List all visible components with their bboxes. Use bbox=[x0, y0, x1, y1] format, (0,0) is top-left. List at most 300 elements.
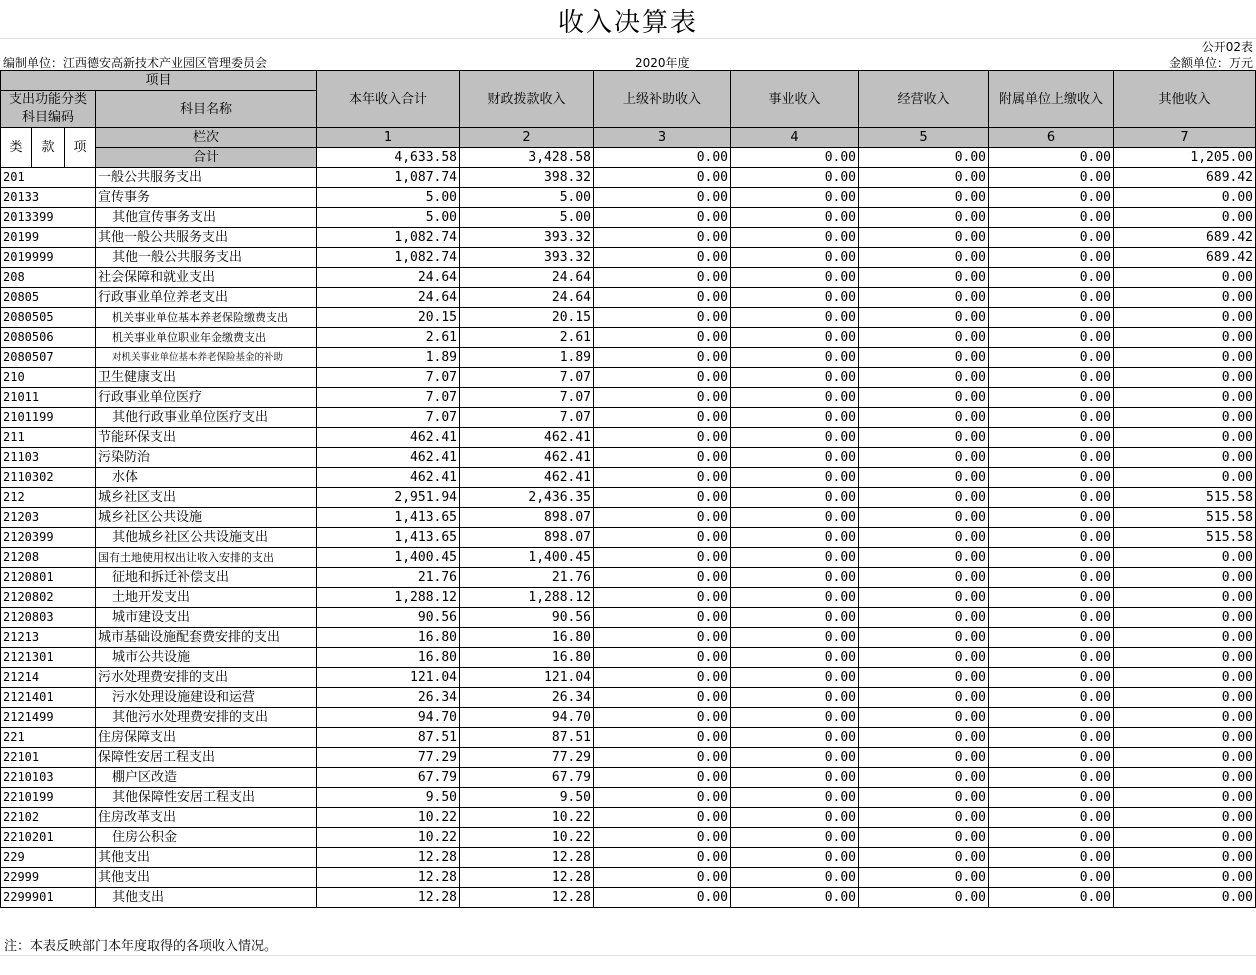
function-code: 2299901 bbox=[1, 888, 96, 908]
amount-cell: 0.00 bbox=[594, 828, 731, 848]
amount-cell: 0.00 bbox=[859, 308, 989, 328]
amount-cell: 0.00 bbox=[859, 528, 989, 548]
amount-cell: 1,087.74 bbox=[317, 168, 460, 188]
amount-cell: 0.00 bbox=[989, 308, 1114, 328]
amount-cell: 0.00 bbox=[594, 888, 731, 908]
amount-cell: 0.00 bbox=[594, 588, 731, 608]
amount-cell: 0.00 bbox=[594, 408, 731, 428]
header-func-code: 支出功能分类科目编码 bbox=[1, 91, 96, 128]
amount-cell: 1,400.45 bbox=[317, 548, 460, 568]
amount-cell: 24.64 bbox=[317, 268, 460, 288]
amount-cell: 462.41 bbox=[460, 468, 594, 488]
amount-cell: 5.00 bbox=[460, 208, 594, 228]
subject-name: 城乡社区公共设施 bbox=[96, 508, 317, 528]
subject-name: 其他污水处理费安排的支出 bbox=[96, 708, 317, 728]
function-code: 210 bbox=[1, 368, 96, 388]
amount-cell: 0.00 bbox=[731, 548, 859, 568]
col-number: 5 bbox=[859, 128, 989, 148]
subject-name: 宣传事务 bbox=[96, 188, 317, 208]
amount-cell: 0.00 bbox=[859, 788, 989, 808]
amount-cell: 0.00 bbox=[594, 288, 731, 308]
amount-cell: 12.28 bbox=[317, 868, 460, 888]
amount-cell: 0.00 bbox=[1114, 408, 1256, 428]
function-code: 2120802 bbox=[1, 588, 96, 608]
amount-cell: 515.58 bbox=[1114, 528, 1256, 548]
amount-cell: 0.00 bbox=[859, 568, 989, 588]
amount-cell: 0.00 bbox=[1114, 648, 1256, 668]
amount-cell: 0.00 bbox=[594, 488, 731, 508]
amount-cell: 0.00 bbox=[731, 528, 859, 548]
amount-cell: 0.00 bbox=[989, 228, 1114, 248]
amount-cell: 689.42 bbox=[1114, 248, 1256, 268]
fiscal-year: 2020年度 bbox=[635, 56, 690, 70]
table-row bbox=[1, 708, 1256, 728]
amount-cell: 515.58 bbox=[1114, 488, 1256, 508]
amount-cell: 0.00 bbox=[1114, 828, 1256, 848]
function-code: 2210103 bbox=[1, 768, 96, 788]
subject-name: 污水处理设施建设和运营 bbox=[96, 688, 317, 708]
amount-cell: 1,288.12 bbox=[460, 588, 594, 608]
amount-cell: 94.70 bbox=[317, 708, 460, 728]
amount-cell: 0.00 bbox=[1114, 308, 1256, 328]
subject-name: 城市公共设施 bbox=[96, 648, 317, 668]
amount-cell: 0.00 bbox=[731, 608, 859, 628]
amount-cell: 689.42 bbox=[1114, 228, 1256, 248]
amount-cell: 0.00 bbox=[731, 788, 859, 808]
amount-cell: 0.00 bbox=[731, 588, 859, 608]
header-xiang: 项 bbox=[65, 128, 96, 168]
table-row bbox=[1, 788, 1256, 808]
function-code: 21214 bbox=[1, 668, 96, 688]
amount-cell: 12.28 bbox=[460, 868, 594, 888]
amount-cell: 0.00 bbox=[1114, 388, 1256, 408]
amount-cell: 0.00 bbox=[859, 648, 989, 668]
amount-cell: 0.00 bbox=[1114, 268, 1256, 288]
amount-cell: 0.00 bbox=[731, 508, 859, 528]
amount-cell: 0.00 bbox=[594, 268, 731, 288]
amount-cell: 0.00 bbox=[859, 548, 989, 568]
amount-cell: 462.41 bbox=[460, 448, 594, 468]
amount-cell: 0.00 bbox=[859, 748, 989, 768]
table-row bbox=[1, 868, 1256, 888]
form-number: 公开02表 bbox=[1201, 40, 1253, 54]
amount-cell: 0.00 bbox=[731, 448, 859, 468]
function-code: 2080507 bbox=[1, 348, 96, 368]
amount-cell: 7.07 bbox=[317, 368, 460, 388]
amount-cell: 0.00 bbox=[731, 688, 859, 708]
subject-name: 国有土地使用权出让收入安排的支出 bbox=[96, 548, 317, 568]
amount-cell: 0.00 bbox=[1114, 588, 1256, 608]
amount-cell: 0.00 bbox=[859, 808, 989, 828]
amount-cell: 0.00 bbox=[989, 768, 1114, 788]
amount-cell: 0.00 bbox=[859, 728, 989, 748]
table-row bbox=[1, 748, 1256, 768]
header-lei: 类 bbox=[1, 128, 32, 168]
amount-cell: 0.00 bbox=[859, 208, 989, 228]
function-code: 2210199 bbox=[1, 788, 96, 808]
amount-cell: 5.00 bbox=[317, 188, 460, 208]
amount-cell: 0.00 bbox=[731, 748, 859, 768]
amount-cell: 0.00 bbox=[594, 728, 731, 748]
table-row bbox=[1, 728, 1256, 748]
amount-cell: 5.00 bbox=[317, 208, 460, 228]
amount-cell: 0.00 bbox=[594, 368, 731, 388]
col-number: 4 bbox=[731, 128, 859, 148]
subject-name: 住房公积金 bbox=[96, 828, 317, 848]
function-code: 22999 bbox=[1, 868, 96, 888]
amount-cell: 0.00 bbox=[731, 328, 859, 348]
function-code: 20133 bbox=[1, 188, 96, 208]
amount-cell: 0.00 bbox=[989, 208, 1114, 228]
amount-cell: 0.00 bbox=[859, 708, 989, 728]
subject-name: 住房保障支出 bbox=[96, 728, 317, 748]
amount-cell: 0.00 bbox=[731, 708, 859, 728]
amount-cell: 0.00 bbox=[989, 168, 1114, 188]
amount-cell: 0.00 bbox=[731, 568, 859, 588]
header-col-6: 附属单位上缴收入 bbox=[989, 71, 1114, 128]
amount-cell: 0.00 bbox=[989, 528, 1114, 548]
function-code: 21208 bbox=[1, 548, 96, 568]
amount-cell: 20.15 bbox=[317, 308, 460, 328]
amount-cell: 898.07 bbox=[460, 508, 594, 528]
amount-cell: 7.07 bbox=[317, 388, 460, 408]
amount-cell: 0.00 bbox=[594, 628, 731, 648]
function-code: 212 bbox=[1, 488, 96, 508]
amount-cell: 0.00 bbox=[989, 328, 1114, 348]
amount-cell: 0.00 bbox=[859, 868, 989, 888]
amount-cell: 0.00 bbox=[594, 388, 731, 408]
table-row bbox=[1, 508, 1256, 528]
amount-cell: 12.28 bbox=[460, 888, 594, 908]
amount-cell: 0.00 bbox=[989, 348, 1114, 368]
amount-cell: 0.00 bbox=[594, 648, 731, 668]
amount-cell: 0.00 bbox=[594, 308, 731, 328]
amount-cell: 0.00 bbox=[859, 628, 989, 648]
amount-cell: 0.00 bbox=[731, 468, 859, 488]
amount-cell: 0.00 bbox=[731, 288, 859, 308]
function-code: 2101199 bbox=[1, 408, 96, 428]
amount-cell: 5.00 bbox=[460, 188, 594, 208]
amount-cell: 0.00 bbox=[989, 188, 1114, 208]
table-row bbox=[1, 428, 1256, 448]
amount-cell: 1,082.74 bbox=[317, 228, 460, 248]
amount-cell: 16.80 bbox=[460, 648, 594, 668]
total-label: 合计 bbox=[96, 148, 317, 168]
amount-cell: 0.00 bbox=[1114, 628, 1256, 648]
amount-cell: 689.42 bbox=[1114, 168, 1256, 188]
amount-cell: 0.00 bbox=[989, 808, 1114, 828]
function-code: 22102 bbox=[1, 808, 96, 828]
amount-cell: 121.04 bbox=[460, 668, 594, 688]
amount-cell: 26.34 bbox=[317, 688, 460, 708]
amount-cell: 0.00 bbox=[731, 728, 859, 748]
total-cell: 0.00 bbox=[594, 148, 731, 168]
subject-name: 其他支出 bbox=[96, 888, 317, 908]
table-row bbox=[1, 528, 1256, 548]
amount-cell: 0.00 bbox=[731, 868, 859, 888]
function-code: 2210201 bbox=[1, 828, 96, 848]
amount-cell: 0.00 bbox=[1114, 888, 1256, 908]
header-col-5: 经营收入 bbox=[859, 71, 989, 128]
subject-name: 保障性安居工程支出 bbox=[96, 748, 317, 768]
amount-cell: 0.00 bbox=[594, 168, 731, 188]
amount-cell: 10.22 bbox=[317, 828, 460, 848]
header-kuan: 款 bbox=[32, 128, 65, 168]
amount-cell: 0.00 bbox=[989, 608, 1114, 628]
table-row bbox=[1, 288, 1256, 308]
total-cell: 0.00 bbox=[731, 148, 859, 168]
subject-name: 其他行政事业单位医疗支出 bbox=[96, 408, 317, 428]
amount-cell: 16.80 bbox=[460, 628, 594, 648]
col-number: 7 bbox=[1114, 128, 1256, 148]
subject-name: 行政事业单位养老支出 bbox=[96, 288, 317, 308]
function-code: 211 bbox=[1, 428, 96, 448]
amount-cell: 515.58 bbox=[1114, 508, 1256, 528]
function-code: 21103 bbox=[1, 448, 96, 468]
amount-cell: 0.00 bbox=[594, 228, 731, 248]
amount-cell: 0.00 bbox=[731, 628, 859, 648]
amount-cell: 16.80 bbox=[317, 628, 460, 648]
subject-name: 对机关事业单位基本养老保险基金的补助 bbox=[96, 348, 317, 368]
amount-cell: 0.00 bbox=[859, 688, 989, 708]
subject-name: 行政事业单位医疗 bbox=[96, 388, 317, 408]
amount-cell: 7.07 bbox=[460, 368, 594, 388]
amount-cell: 10.22 bbox=[317, 808, 460, 828]
table-row bbox=[1, 828, 1256, 848]
page-title: 收入决算表 bbox=[557, 8, 698, 38]
amount-cell: 16.80 bbox=[317, 648, 460, 668]
amount-cell: 1,413.65 bbox=[317, 508, 460, 528]
amount-cell: 0.00 bbox=[989, 668, 1114, 688]
amount-cell: 0.00 bbox=[989, 508, 1114, 528]
amount-cell: 0.00 bbox=[859, 468, 989, 488]
amount-cell: 0.00 bbox=[731, 348, 859, 368]
amount-cell: 0.00 bbox=[731, 368, 859, 388]
function-code: 201 bbox=[1, 168, 96, 188]
subject-name: 其他城乡社区公共设施支出 bbox=[96, 528, 317, 548]
table-row bbox=[1, 368, 1256, 388]
amount-cell: 0.00 bbox=[594, 848, 731, 868]
amount-cell: 0.00 bbox=[989, 628, 1114, 648]
table-row bbox=[1, 188, 1256, 208]
subject-name: 住房改革支出 bbox=[96, 808, 317, 828]
amount-cell: 0.00 bbox=[1114, 848, 1256, 868]
table-row bbox=[1, 448, 1256, 468]
function-code: 208 bbox=[1, 268, 96, 288]
amount-cell: 0.00 bbox=[989, 448, 1114, 468]
function-code: 2080506 bbox=[1, 328, 96, 348]
amount-cell: 0.00 bbox=[1114, 708, 1256, 728]
amount-cell: 0.00 bbox=[594, 448, 731, 468]
subject-name: 污水处理费安排的支出 bbox=[96, 668, 317, 688]
table-row bbox=[1, 888, 1256, 908]
table-row bbox=[1, 608, 1256, 628]
amount-cell: 393.32 bbox=[460, 228, 594, 248]
amount-cell: 0.00 bbox=[594, 348, 731, 368]
table-row bbox=[1, 488, 1256, 508]
amount-cell: 0.00 bbox=[859, 168, 989, 188]
amount-cell: 0.00 bbox=[859, 268, 989, 288]
subject-name: 机关事业单位职业年金缴费支出 bbox=[96, 328, 317, 348]
total-cell: 0.00 bbox=[989, 148, 1114, 168]
amount-cell: 0.00 bbox=[594, 708, 731, 728]
header-item: 项目 bbox=[1, 71, 317, 91]
amount-cell: 0.00 bbox=[989, 688, 1114, 708]
amount-cell: 9.50 bbox=[317, 788, 460, 808]
amount-cell: 0.00 bbox=[731, 768, 859, 788]
amount-cell: 94.70 bbox=[460, 708, 594, 728]
amount-cell: 0.00 bbox=[859, 448, 989, 468]
subject-name: 机关事业单位基本养老保险缴费支出 bbox=[96, 308, 317, 328]
amount-cell: 898.07 bbox=[460, 528, 594, 548]
amount-cell: 10.22 bbox=[460, 808, 594, 828]
amount-cell: 24.64 bbox=[317, 288, 460, 308]
amount-cell: 0.00 bbox=[989, 428, 1114, 448]
total-cell: 4,633.58 bbox=[317, 148, 460, 168]
amount-cell: 12.28 bbox=[460, 848, 594, 868]
amount-cell: 24.64 bbox=[460, 268, 594, 288]
amount-cell: 0.00 bbox=[731, 268, 859, 288]
amount-cell: 462.41 bbox=[317, 428, 460, 448]
amount-cell: 0.00 bbox=[731, 428, 859, 448]
amount-cell: 0.00 bbox=[731, 308, 859, 328]
amount-cell: 0.00 bbox=[594, 688, 731, 708]
subject-name: 社会保障和就业支出 bbox=[96, 268, 317, 288]
amount-cell: 2.61 bbox=[460, 328, 594, 348]
amount-cell: 20.15 bbox=[460, 308, 594, 328]
amount-cell: 77.29 bbox=[460, 748, 594, 768]
amount-cell: 21.76 bbox=[460, 568, 594, 588]
function-code: 2120399 bbox=[1, 528, 96, 548]
subject-name: 城市建设支出 bbox=[96, 608, 317, 628]
amount-cell: 0.00 bbox=[859, 488, 989, 508]
subject-name: 城市基础设施配套费安排的支出 bbox=[96, 628, 317, 648]
amount-cell: 0.00 bbox=[731, 228, 859, 248]
table-row bbox=[1, 568, 1256, 588]
function-code: 21011 bbox=[1, 388, 96, 408]
amount-cell: 0.00 bbox=[1114, 368, 1256, 388]
amount-cell: 0.00 bbox=[989, 548, 1114, 568]
amount-cell: 0.00 bbox=[731, 828, 859, 848]
amount-cell: 2,951.94 bbox=[317, 488, 460, 508]
table-row bbox=[1, 388, 1256, 408]
function-code: 221 bbox=[1, 728, 96, 748]
amount-cell: 0.00 bbox=[859, 668, 989, 688]
table-row bbox=[1, 548, 1256, 568]
amount-cell: 0.00 bbox=[989, 788, 1114, 808]
amount-cell: 0.00 bbox=[989, 868, 1114, 888]
function-code: 2120803 bbox=[1, 608, 96, 628]
subject-name: 征地和拆迁补偿支出 bbox=[96, 568, 317, 588]
col-number: 3 bbox=[594, 128, 731, 148]
amount-cell: 0.00 bbox=[594, 528, 731, 548]
amount-cell: 0.00 bbox=[859, 408, 989, 428]
amount-cell: 0.00 bbox=[859, 348, 989, 368]
amount-cell: 0.00 bbox=[989, 488, 1114, 508]
amount-cell: 0.00 bbox=[731, 488, 859, 508]
col-number: 2 bbox=[460, 128, 594, 148]
function-code: 2121499 bbox=[1, 708, 96, 728]
amount-cell: 0.00 bbox=[859, 768, 989, 788]
col-number: 1 bbox=[317, 128, 460, 148]
amount-cell: 21.76 bbox=[317, 568, 460, 588]
table-row bbox=[1, 408, 1256, 428]
header-col-1: 本年收入合计 bbox=[317, 71, 460, 128]
amount-cell: 0.00 bbox=[1114, 468, 1256, 488]
header-col-4: 事业收入 bbox=[731, 71, 859, 128]
amount-cell: 0.00 bbox=[1114, 288, 1256, 308]
amount-cell: 0.00 bbox=[989, 408, 1114, 428]
amount-cell: 0.00 bbox=[731, 248, 859, 268]
amount-cell: 0.00 bbox=[594, 188, 731, 208]
amount-cell: 393.32 bbox=[460, 248, 594, 268]
amount-cell: 462.41 bbox=[317, 468, 460, 488]
function-code: 2121401 bbox=[1, 688, 96, 708]
amount-cell: 0.00 bbox=[859, 888, 989, 908]
income-table bbox=[0, 70, 1256, 908]
header-col-2: 财政拨款收入 bbox=[460, 71, 594, 128]
subject-name: 其他支出 bbox=[96, 848, 317, 868]
compiling-unit: 编制单位：江西德安高新技术产业园区管理委员会 bbox=[3, 56, 268, 70]
amount-cell: 0.00 bbox=[989, 848, 1114, 868]
amount-cell: 1.89 bbox=[460, 348, 594, 368]
amount-cell: 398.32 bbox=[460, 168, 594, 188]
amount-cell: 0.00 bbox=[594, 608, 731, 628]
table-row bbox=[1, 328, 1256, 348]
amount-cell: 2,436.35 bbox=[460, 488, 594, 508]
amount-cell: 0.00 bbox=[1114, 808, 1256, 828]
function-code: 22101 bbox=[1, 748, 96, 768]
amount-cell: 12.28 bbox=[317, 888, 460, 908]
amount-cell: 0.00 bbox=[731, 168, 859, 188]
amount-cell: 0.00 bbox=[1114, 548, 1256, 568]
amount-cell: 0.00 bbox=[859, 188, 989, 208]
table-row bbox=[1, 208, 1256, 228]
amount-cell: 0.00 bbox=[989, 708, 1114, 728]
amount-cell: 0.00 bbox=[859, 588, 989, 608]
amount-cell: 0.00 bbox=[859, 608, 989, 628]
amount-cell: 0.00 bbox=[594, 668, 731, 688]
function-code: 229 bbox=[1, 848, 96, 868]
amount-cell: 0.00 bbox=[1114, 608, 1256, 628]
amount-cell: 0.00 bbox=[1114, 328, 1256, 348]
amount-cell: 1,082.74 bbox=[317, 248, 460, 268]
amount-cell: 26.34 bbox=[460, 688, 594, 708]
amount-cell: 1,400.45 bbox=[460, 548, 594, 568]
amount-cell: 24.64 bbox=[460, 288, 594, 308]
amount-cell: 0.00 bbox=[1114, 448, 1256, 468]
amount-cell: 462.41 bbox=[317, 448, 460, 468]
amount-cell: 7.07 bbox=[317, 408, 460, 428]
amount-cell: 0.00 bbox=[859, 428, 989, 448]
subject-name: 其他支出 bbox=[96, 868, 317, 888]
amount-cell: 0.00 bbox=[594, 788, 731, 808]
amount-cell: 0.00 bbox=[1114, 668, 1256, 688]
amount-cell: 12.28 bbox=[317, 848, 460, 868]
amount-cell: 0.00 bbox=[731, 648, 859, 668]
amount-cell: 0.00 bbox=[1114, 688, 1256, 708]
amount-cell: 0.00 bbox=[594, 468, 731, 488]
table-row bbox=[1, 468, 1256, 488]
header-col-3: 上级补助收入 bbox=[594, 71, 731, 128]
header-subject-name: 科目名称 bbox=[96, 91, 317, 128]
amount-cell: 0.00 bbox=[594, 548, 731, 568]
amount-cell: 0.00 bbox=[989, 888, 1114, 908]
subject-name: 其他宣传事务支出 bbox=[96, 208, 317, 228]
amount-cell: 0.00 bbox=[989, 568, 1114, 588]
amount-cell: 0.00 bbox=[859, 288, 989, 308]
amount-cell: 0.00 bbox=[731, 668, 859, 688]
